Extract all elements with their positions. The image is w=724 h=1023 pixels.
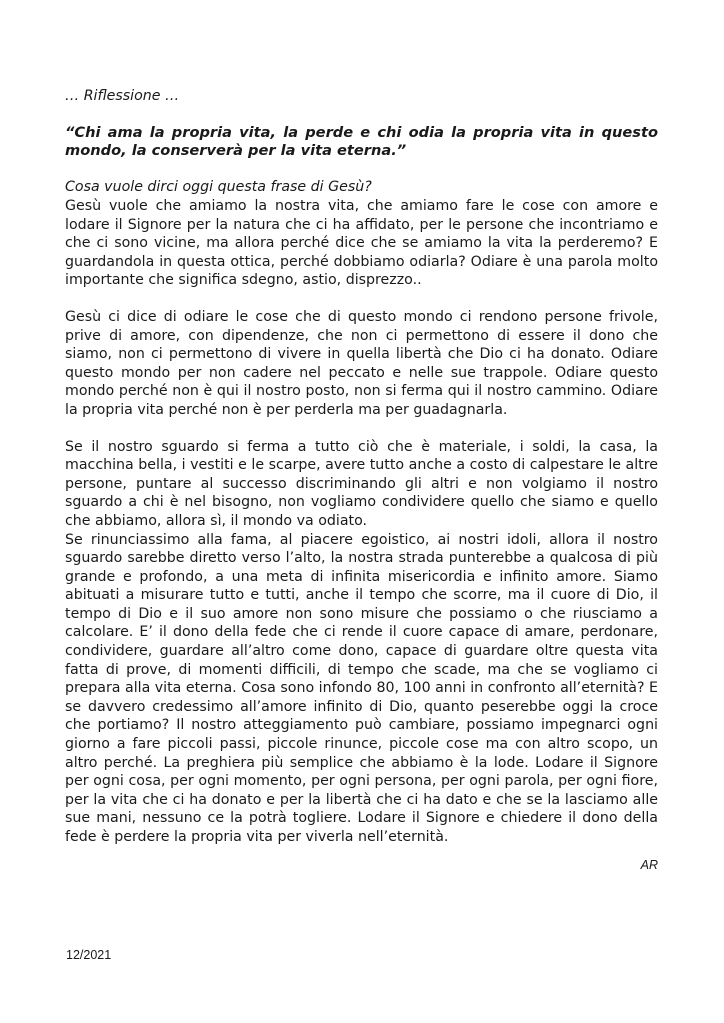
gospel-quote: “Chi ama la propria vita, la perde e chi odia la propria vita in questo mondo, la conserverà per la vita eterna.” [65,123,658,159]
paragraph-1: Gesù vuole che amiamo la nostra vita, che amiamo fare le cose con amore e lodare il Signore per la natura che ci ha affidato, per le persone che incontriamo e che ci sono vicine, ma allora perché dice che se amiamo la vita la perderemo? E guardandola in questa ottica, perché dobbiamo odiarla? Odiare è una parola molto importante che significa sdegno, astio, disprezzo.. [65,198,658,289]
paragraph-4: Se rinunciassimo alla fama, al piacere egoistico, ai nostri idoli, allora il nostro sguardo sarebbe diretto verso l’alto, la nostra strada punterebbe a qualcosa di più grande e profondo, a una meta di infinita misericordia e infinito amore. Siamo abituati a misurare tutto e tutti, anche il tempo che scorre, ma il cuore di Dio, il tempo di Dio e il suo amore non sono misure che possiamo o che riusciamo a calcolare. E’ il dono della fede che ci rende il cuore capace di amare, perdonare, condividere, guardare all’altro come dono, capace di guardare oltre questa vita fatta di prove, di momenti difficili, di tempo che scade, ma che se vogliamo ci prepara alla vita eterna. Cosa sono infondo 80, 100 anni in confronto all’eternità? E se davvero credessimo all’amore infinito di Dio, quanto peserebbe oggi la croce che portiamo? Il nostro atteggiamento può cambiare, possiamo impegnarci ogni giorno a fare piccoli passi, piccole rinunce, piccole cose ma con altro scopo, un altro perché. La preghiera più semplice che abbiamo è la lode. Lodare il Signore per ogni cosa, per ogni momento, per ogni persona, per ogni parola, per ogni fiore, per la vita che ci ha donato e per la libertà che ci ha dato e che se la lasciamo alle sue mani, nessuno ce la potrà togliere. Lodare il Signore e chiedere il dono della fede è perdere la propria vita per viverla nell’eternità. [65,531,658,845]
document-body [65,87,658,847]
paragraph-2: Gesù ci dice di odiare le cose che di questo mondo ci rendono persone frivole, prive di amore, con dipendenze, che non ci permettono di essere il dono che siamo, non ci permettono di vivere in quella libertà che Dio ci ha donato. Odiare questo mondo per non cadere nel peccato e nelle sue trappole. Odiare questo mondo perché non è qui il nostro posto, non si ferma qui il nostro cammino. Odiare la propria vita perché non è per perderla ma per guadagnarla. [65,308,658,418]
paragraph-3: Se il nostro sguardo si ferma a tutto ciò che è materiale, i soldi, la casa, la macchina bella, i vestiti e le scarpe, avere tutto anche a costo di calpestare le altre persone, puntare al successo discriminando gli altri e non volgiamo il nostro sguardo a chi è nel bisogno, non vogliamo condividere quello che siamo e quello che abbiamo, allora sì, il mondo va odiato. [65,438,658,529]
footer-date: 12/2021 [66,948,112,962]
author-signature: AR [640,858,658,872]
reflection-heading: … Riflessione … [65,88,180,104]
reflection-question: Cosa vuole dirci oggi questa frase di Gesù? [65,179,372,196]
